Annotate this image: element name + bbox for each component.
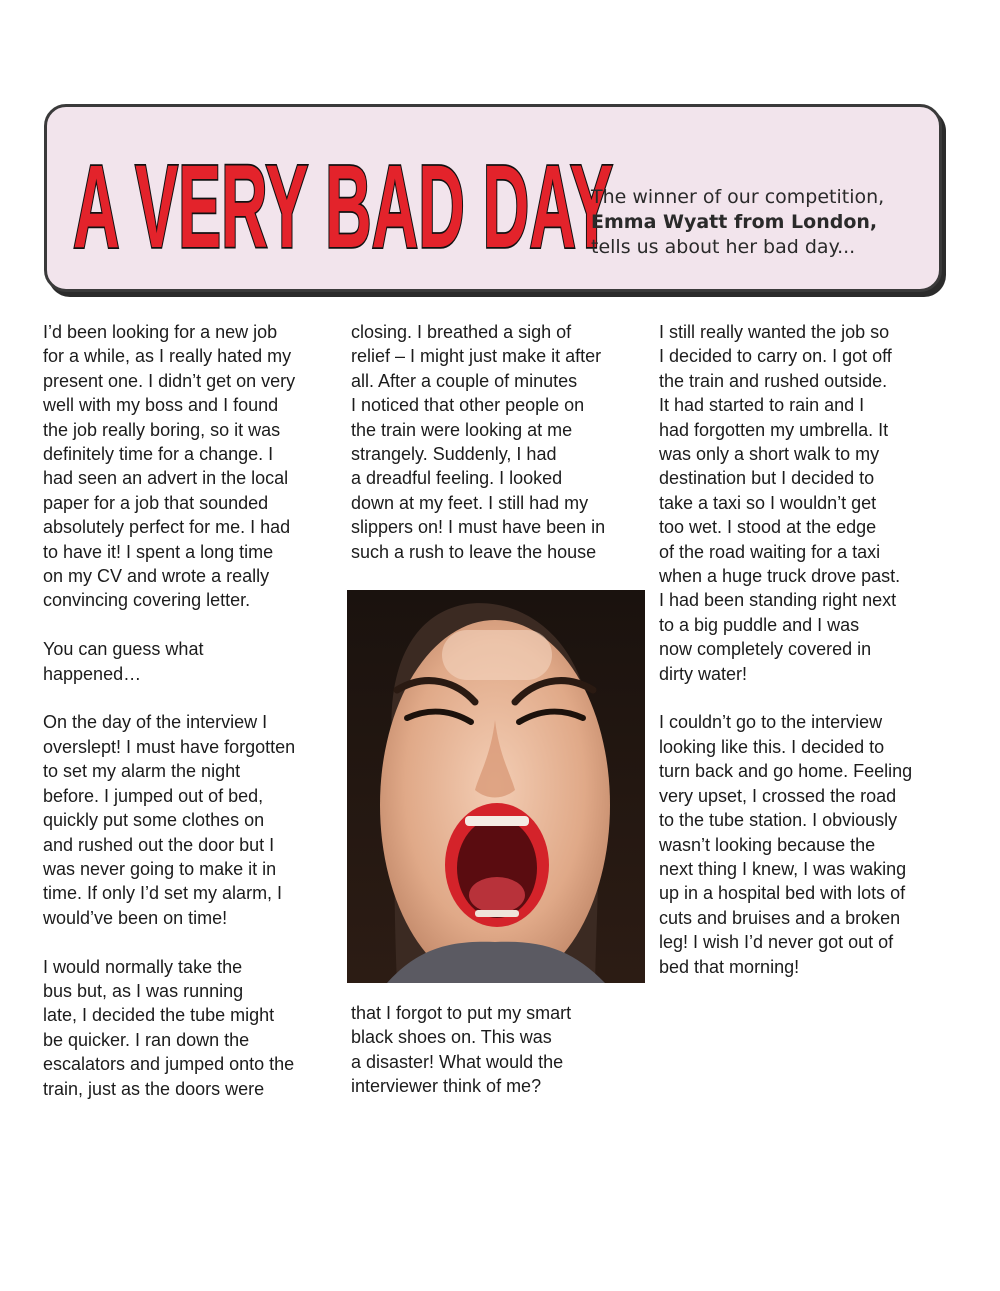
intro-text [591, 185, 931, 260]
paragraph: closing. I breathed a sigh of relief – I might just make it after all. After a couple of minutes I noticed that other people on the train were looking at me strangely. Suddenly, I had a dreadful feeling. I looked down at my feet. I still had my slippers on! I must have been in such a rush to leave the house [351, 322, 606, 562]
intro-line-1: The winner of our competition, [591, 186, 885, 208]
paragraph: that I forgot to put my smart black shoes on. This was a disaster! What would the interviewer think of me? [351, 1003, 572, 1097]
page-title: A VERY BAD DAY [73, 141, 613, 273]
title-banner [44, 104, 942, 292]
article-column-2-bottom [351, 1001, 651, 1099]
screaming-woman-photo [347, 590, 645, 983]
paragraph: You can guess what happened… [43, 639, 204, 684]
article-column-1 [43, 320, 343, 1101]
paragraph: I couldn’t go to the interview looking like this. I decided to turn back and go home. Feeling very upset, I crossed the road to the tube station. I obviously wasn’t looking because the next thing I knew, I was waking up in a hospital bed with lots of cuts and bruises and a broken leg! I wish I’d never got out of bed that morning! [659, 712, 913, 977]
paragraph: I still really wanted the job so I decided to carry on. I got off the train and rushed outside. It had started to rain and I had forgotten my umbrella. It was only a short walk to my destination but I decided to take a taxi so I wouldn’t get too wet. I stood at the edge of the road waiting for a taxi when a huge truck drove past. I had been standing right next to a big puddle and I was now completely covered in dirty water! [659, 322, 901, 684]
forehead-highlight [442, 630, 552, 680]
title-graphic [63, 125, 623, 275]
top-teeth [465, 816, 529, 826]
paragraph: I’d been looking for a new job for a while, as I really hated my present one. I didn’t get on very well with my boss and I found the job really boring, so it was definitely time for a change. I had seen an advert in the local paper for a job that sounded absolutely perfect for me. I had to have it! I spent a long time on my CV and wrote a really convincing covering letter. [43, 322, 296, 611]
article-column-3 [659, 320, 959, 979]
photo-illustration [347, 590, 645, 983]
article-column-2-top [351, 320, 651, 564]
tongue [469, 877, 525, 913]
intro-line-2: Emma Wyatt from London, [591, 211, 878, 233]
bottom-teeth [475, 910, 519, 917]
intro-line-3: tells us about her bad day... [591, 236, 856, 258]
paragraph: On the day of the interview I overslept! I must have forgotten to set my alarm the night before. I jumped out of bed, quickly put some clothes on and rushed out the door but I was never going to make it in time. If only I’d set my alarm, I would’ve been on time! [43, 712, 296, 928]
paragraph: I would normally take the bus but, as I was running late, I decided the tube might be quicker. I ran down the escalators and jumped onto the train, just as the doors were [43, 956, 295, 1099]
